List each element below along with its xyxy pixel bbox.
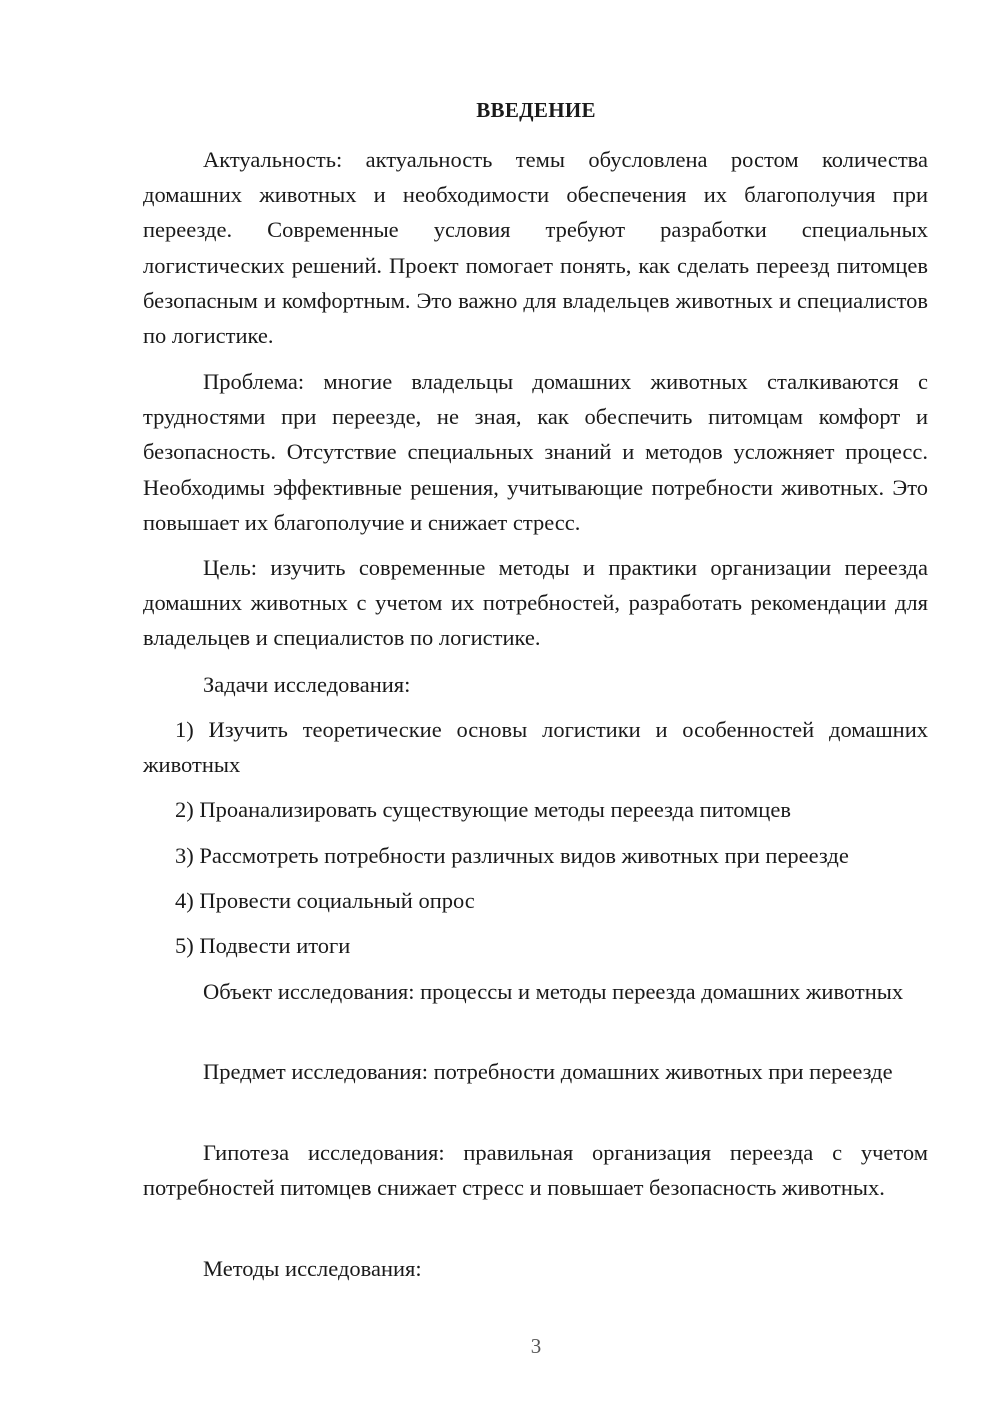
research-object-paragraph: Объект исследования: процессы и методы переезда домашних животных (203, 979, 904, 1004)
task-item-4: 4) Провести социальный опрос (175, 888, 475, 913)
research-methods-label: Методы исследования: (203, 1256, 422, 1281)
research-subject-paragraph: Предмет исследования: потребности домашних животных при переезде (203, 1059, 893, 1084)
research-hypothesis-paragraph: Гипотеза исследования: правильная организация переезда с учетом потребностей питомцев снижает стресс и повышает безопасность животных. (143, 1140, 928, 1201)
task-item-2: 2) Проанализировать существующие методы переезда питомцев (175, 797, 791, 822)
task-item-1: 1) Изучить теоретические основы логистики и особенностей домашних животных (143, 717, 928, 778)
goal-paragraph: Цель: изучить современные методы и практики организации переезда домашних животных с учетом их потребностей, разработать рекомендации для владельцев и специалистов по логистике. (143, 555, 928, 651)
task-item-5: 5) Подвести итоги (175, 933, 351, 958)
section-heading: ВВЕДЕНИЕ (476, 98, 596, 122)
task-item-3: 3) Рассмотреть потребности различных видов животных при переезде (175, 843, 849, 868)
problem-paragraph: Проблема: многие владельцы домашних животных сталкиваются с трудностями при переезде, не зная, как обеспечить питомцам комфорт и безопасность. Отсутствие специальных знаний и методов усложняет процесс. Необходимы эффективные решения, учитывающие потребности животных. Это повышает их благополучие и снижает стресс. (143, 369, 928, 535)
page-number: 3 (530, 1334, 542, 1358)
relevance-paragraph: Актуальность: актуальность темы обусловлена ростом количества домашних животных и необходимости обеспечения их благополучия при переезде. Современные условия требуют разработки специальных логистических решений. Проект помогает понять, как сделать переезд питомцев безопасным и комфортным. Это важно для владельцев животных и специалистов по логистике. (143, 147, 928, 349)
tasks-label: Задачи исследования: (203, 672, 411, 697)
